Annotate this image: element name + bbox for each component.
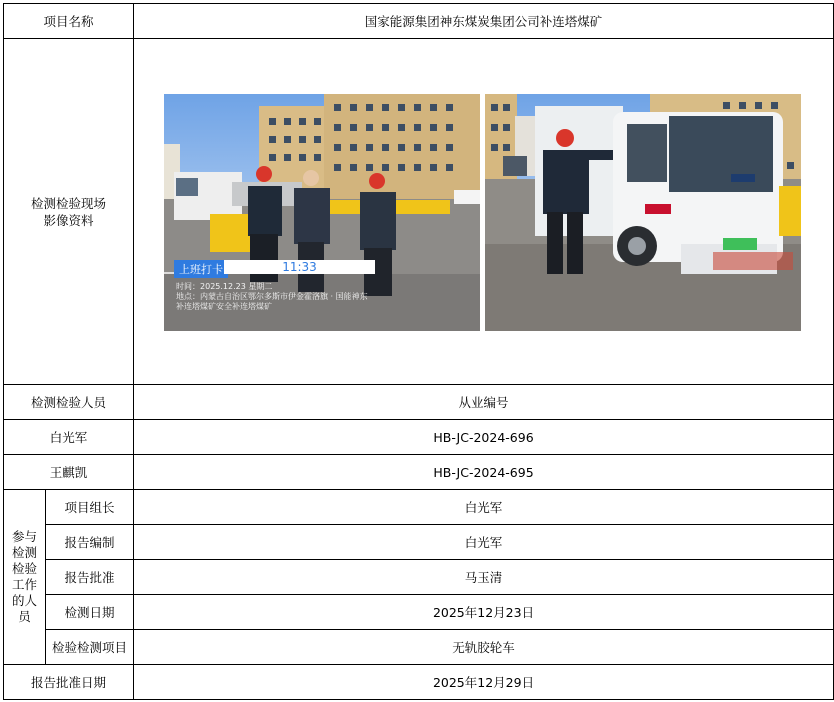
personnel-code: HB-JC-2024-696 [134,420,834,455]
clock-in-time: 11:33 [224,260,375,274]
personnel-name: 王麒凯 [4,455,134,490]
participants-group-text: 参与检测检验工作的人员 [11,529,37,624]
personnel-header-row [4,385,834,420]
personnel-header-label: 检测检验人员 [4,385,134,420]
project-row [4,4,834,39]
participant-value: 白光军 [134,525,834,560]
participant-value: 2025年12月23日 [134,595,834,630]
photo-watermark-text [176,282,376,312]
site-images-label [4,39,134,385]
participant-row [4,595,834,630]
participant-role: 报告批准 [46,560,134,595]
participant-value: 无轨胶轮车 [134,630,834,665]
project-value: 国家能源集团神东煤炭集团公司补连塔煤矿 [134,4,834,39]
site-photo-1 [164,94,480,331]
participant-value: 白光军 [134,490,834,525]
approval-row [4,665,834,700]
participant-role: 检验检测项目 [46,630,134,665]
personnel-row [4,455,834,490]
report-table [3,3,834,700]
participant-value: 马玉清 [134,560,834,595]
participants-group-label [4,490,46,665]
clock-in-badge: 上班打卡 [174,260,228,278]
watermark-location-1: 地点：内蒙古自治区鄂尔多斯市伊金霍洛旗 · 国能神东 [176,292,368,301]
participant-row [4,490,834,525]
personnel-code: HB-JC-2024-695 [134,455,834,490]
site-images-cell [134,39,834,385]
site-images-label-line2: 影像资料 [43,212,94,228]
personnel-row [4,420,834,455]
participant-role: 报告编制 [46,525,134,560]
approval-label: 报告批准日期 [4,665,134,700]
project-label: 项目名称 [4,4,134,39]
personnel-name: 白光军 [4,420,134,455]
site-images-row [4,39,834,385]
participant-row [4,525,834,560]
photo-area [134,39,833,384]
watermark-time: 时间：2025.12.23 星期二 [176,282,273,291]
personnel-header-code: 从业编号 [134,385,834,420]
approval-value: 2025年12月29日 [134,665,834,700]
participant-row [4,560,834,595]
site-photo-2-image [485,94,801,331]
site-photo-2 [485,94,801,331]
participant-role: 检测日期 [46,595,134,630]
participant-role: 项目组长 [46,490,134,525]
watermark-location-2: 补连塔煤矿安全补连塔煤矿 [176,302,273,311]
participant-row [4,630,834,665]
site-images-label-line1: 检测检验现场 [31,195,107,211]
